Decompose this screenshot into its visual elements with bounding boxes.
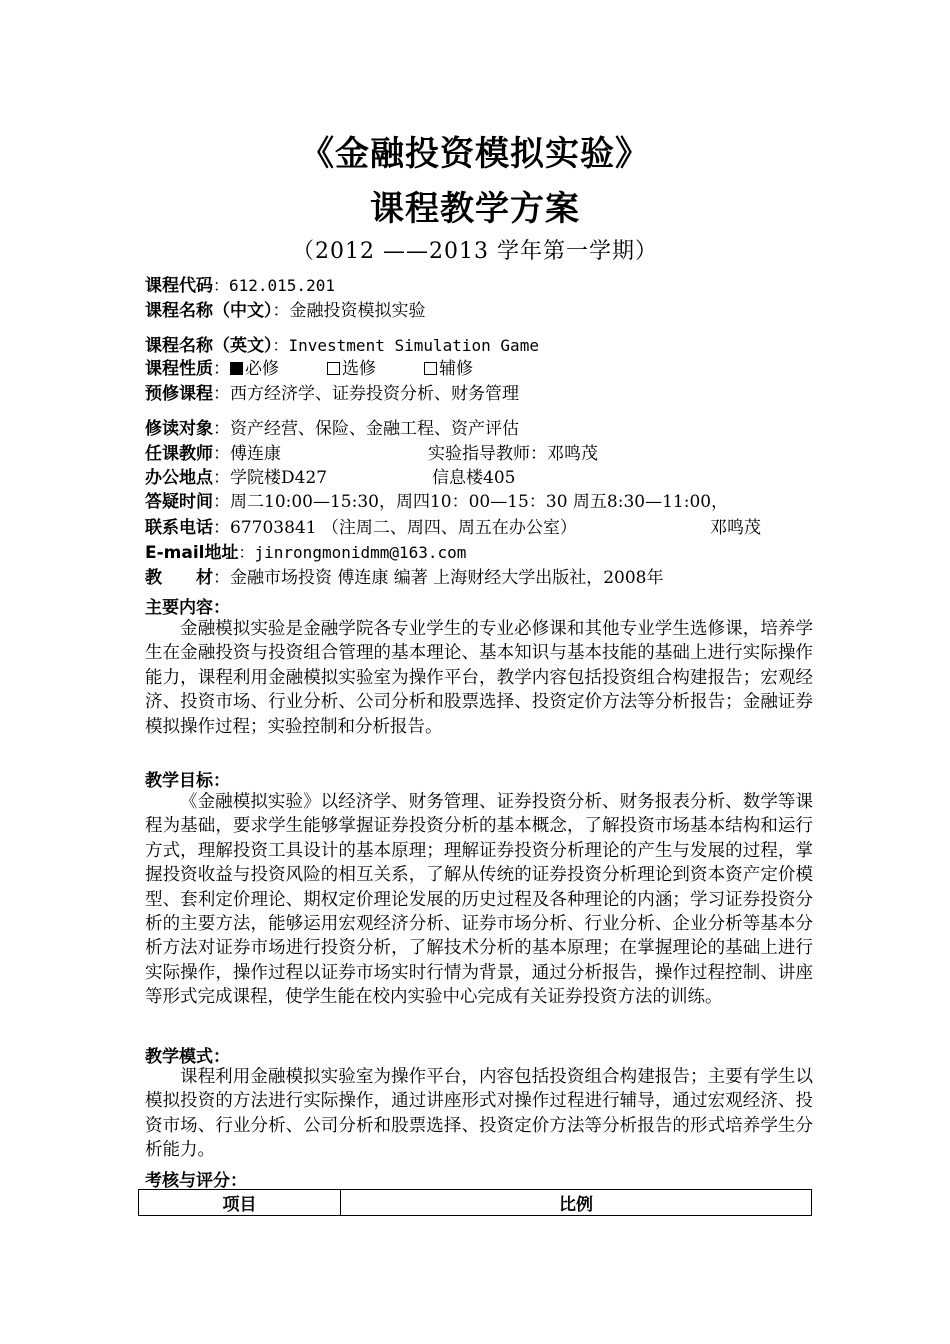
textbook-label: 教 材	[145, 568, 213, 588]
course-name-cn-label: 课程名称（中文）	[145, 301, 273, 321]
teacher-value: ：傅连康	[213, 444, 281, 464]
course-name-en-row	[145, 335, 539, 357]
course-title: 《金融投资模拟实验》	[300, 134, 650, 174]
table-header-item: 项目	[139, 1190, 341, 1216]
assessment-heading: 考核与评分：	[145, 1171, 247, 1191]
textbook-row	[145, 567, 663, 589]
office-label: 办公地点	[145, 468, 213, 488]
phone-label: 联系电话	[145, 518, 213, 538]
email-row	[145, 542, 466, 564]
textbook-value: ：金融市场投资 傅连康 编著 上海财经大学出版社，2008年	[213, 568, 664, 588]
course-name-cn-row	[145, 300, 426, 322]
audience-row	[145, 418, 519, 440]
office-hours-label: 答疑时间	[145, 492, 213, 512]
course-name-en-label: 课程名称（英文）	[145, 336, 273, 356]
semester-subtitle: （2012 ——2013 学年第一学期）	[292, 239, 658, 264]
office-row	[145, 467, 516, 489]
table-header-ratio: 比例	[341, 1190, 812, 1216]
content-paragraph: 金融模拟实验是金融学院各专业学生的专业必修课和其他专业学生选修课，培养学生在金融投资与投资组合管理的基本理论、基本知识与基本技能的基础上进行实际操作能力，课程利用金融模拟实验室为操作平台，教学内容包括投资组合构建报告；宏观经济、投资市场、行业分析、公司分析和股票选择、投资定价方法等分析报告；金融证券模拟操作过程；实验控制和分析报告。	[145, 619, 813, 737]
nature-auxiliary: 辅修	[439, 359, 473, 379]
unchecked-checkbox-icon	[327, 362, 340, 375]
office-hours-row	[145, 491, 728, 513]
email-label: E-mail地址	[145, 543, 239, 563]
mode-heading: 教学模式：	[145, 1047, 230, 1067]
office-value: ：学院楼D427	[213, 468, 328, 488]
course-nature-label: 课程性质	[145, 359, 213, 379]
office-value-2: 信息楼405	[432, 468, 516, 488]
goal-paragraph: 《金融模拟实验》以经济学、财务管理、证券投资分析、财务报表分析、数学等课程为基础，要求学生能够掌握证券投资分析的基本概念，了解投资市场基本结构和运行方式，理解投资工具设计的基本原理；理解证券投资分析理论的产生与发展的过程，掌握投资收益与投资风险的相互关系，了解从传统的证券投资分析理论到资本资产定价模型、套利定价理论、期权定价理论发展的历史过程及各种理论的内涵；学习证券投资分析的主要方法，能够运用宏观经济分析、证券市场分析、行业分析、企业分析等基本分析方法对证券市场进行投资分析，了解技术分析的基本原理；在掌握理论的基础上进行实际操作，操作过程以证券市场实时行情为背景，通过分析报告，操作过程控制、讲座等形式完成课程，使学生能在校内实验中心完成有关证券投资方法的训练。	[145, 792, 813, 1008]
course-nature-colon: ：	[213, 359, 230, 379]
nature-elective: 选修	[342, 359, 376, 379]
teacher-row	[145, 443, 598, 465]
mode-paragraph: 课程利用金融模拟实验室为操作平台，内容包括投资组合构建报告；主要有学生以模拟投资的方法进行实际操作，通过讲座形式对操作过程进行辅导，通过宏观经济、投资市场、行业分析、公司分析和股票选择、投资定价方法等分析报告的形式培养学生分析能力。	[145, 1067, 813, 1161]
course-code-label: 课程代码	[145, 276, 213, 296]
course-name-en-value: ：Investment Simulation Game	[272, 336, 539, 355]
prerequisite-value: ：西方经济学、证券投资分析、财务管理	[213, 384, 519, 404]
office-hours-value: ：周二10:00—15:30，周四10：00—15：30 周五8:30—11:00，	[213, 492, 729, 512]
unchecked-checkbox-icon	[424, 362, 437, 375]
phone-row	[145, 517, 761, 539]
assessment-table	[138, 1189, 812, 1216]
course-code-row	[145, 275, 335, 297]
teacher-label: 任课教师	[145, 444, 213, 464]
audience-value: ：资产经营、保险、金融工程、资产评估	[213, 419, 519, 439]
content-heading: 主要内容：	[145, 598, 230, 618]
course-code-value: ：612.015.201	[213, 276, 335, 295]
checked-checkbox-icon	[230, 362, 243, 375]
prerequisite-row	[145, 383, 519, 405]
document-title: 课程教学方案	[370, 189, 580, 229]
goal-heading: 教学目标：	[145, 771, 230, 791]
phone-value: ：67703841 （注周二、周四、周五在办公室）	[213, 518, 577, 538]
course-name-cn-value: ：金融投资模拟实验	[272, 301, 426, 321]
prerequisite-label: 预修课程	[145, 384, 213, 404]
phone-person: 邓鸣茂	[710, 518, 761, 538]
nature-required: 必修	[245, 359, 279, 379]
table-header-row	[139, 1190, 812, 1216]
lab-teacher: 实验指导教师：邓鸣茂	[428, 444, 598, 464]
audience-label: 修读对象	[145, 419, 213, 439]
course-nature-row	[145, 358, 473, 380]
email-value: ：jinrongmonidmm@163.com	[238, 543, 467, 562]
